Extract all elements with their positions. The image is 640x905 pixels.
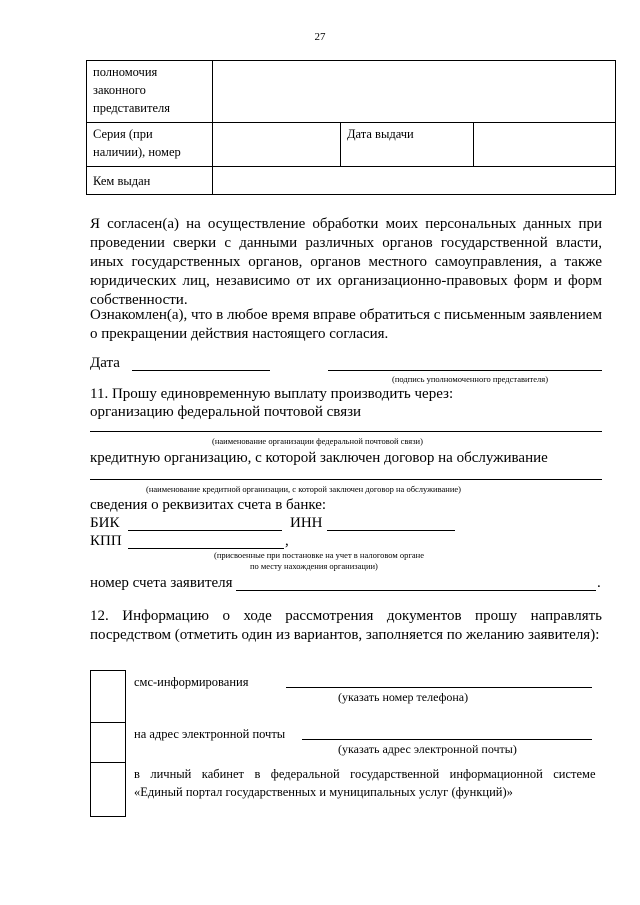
acknowledgement-text: Ознакомлен(а), что в любое время вправе обратиться с письменным заявлением о прекращении действия настоящего согласия. — [90, 307, 602, 342]
notification-options — [90, 670, 602, 817]
credit-option: кредитную организацию, с которой заключен договор на обслуживание — [90, 450, 548, 466]
inn-label: ИНН — [290, 515, 323, 531]
account-field[interactable] — [236, 590, 596, 591]
inn-field[interactable] — [327, 530, 455, 531]
gosuslugi-label: в личный кабинет в федеральной государственной информационной системе «Единый портал государственных и муниципальных услуг (функций)» — [134, 766, 596, 799]
section12-title: 12. Информацию о ходе рассмотрения документов прошу направлять посредством (отметить один из вариантов, заполняется по желанию заявителя): — [90, 608, 602, 643]
credit-org-caption: (наименование кредитной организации, с которой заключен договор на обслуживание) — [146, 484, 461, 494]
gosuslugi-option — [126, 763, 602, 817]
series-number-label: Серия (при наличии), номер — [87, 123, 213, 167]
post-org-field[interactable] — [90, 431, 602, 432]
sms-checkbox[interactable] — [91, 671, 126, 723]
bik-label: БИК — [90, 515, 120, 531]
kpp-caption-2: по месту нахождения организации) — [250, 561, 378, 571]
series-number-cell[interactable] — [213, 123, 341, 167]
authority-value-cell[interactable] — [213, 61, 616, 123]
signature-field[interactable] — [328, 370, 602, 371]
phone-caption: (указать номер телефона) — [338, 689, 469, 704]
post-option: организацию федеральной почтовой связи — [90, 404, 362, 420]
account-label: номер счета заявителя — [90, 575, 233, 591]
phone-field[interactable] — [286, 687, 592, 688]
gosuslugi-checkbox[interactable] — [91, 763, 126, 817]
issued-by-label: Кем выдан — [87, 167, 213, 195]
sms-label: смс-информирования — [134, 674, 249, 689]
credit-org-field[interactable] — [90, 479, 602, 480]
account-end: . — [597, 575, 601, 591]
email-option — [126, 723, 602, 763]
date-field[interactable] — [132, 370, 270, 371]
authority-label: полномочия законного представителя — [87, 61, 213, 123]
representative-table — [86, 60, 616, 195]
issued-by-cell[interactable] — [213, 167, 616, 195]
consent-text: Я согласен(а) на осуществление обработки моих персональных данных при проведении сверки с данными различных органов государственной власти, иных государственных органов, органов местного самоуправления, а также юридических лиц, независимо от их организационно-правовых форм и форм собственности. — [90, 216, 602, 308]
date-label: Дата — [90, 355, 120, 371]
bik-field[interactable] — [128, 530, 282, 531]
section11-title: 11. Прошу единовременную выплату производить через: — [90, 386, 454, 402]
sms-option — [126, 671, 602, 723]
post-org-caption: (наименование организации федеральной почтовой связи) — [212, 436, 423, 446]
kpp-caption-1: (присвоенные при постановке на учет в налоговом органе — [214, 550, 424, 560]
email-field[interactable] — [302, 739, 592, 740]
email-caption: (указать адрес электронной почты) — [338, 741, 517, 756]
signature-caption: (подпись уполномоченного представителя) — [392, 374, 549, 384]
kpp-suffix: , — [285, 533, 289, 549]
kpp-label: КПП — [90, 533, 122, 549]
email-checkbox[interactable] — [91, 723, 126, 763]
requisites-title: сведения о реквизитах счета в банке: — [90, 497, 327, 513]
issue-date-cell[interactable] — [474, 123, 616, 167]
email-label: на адрес электронной почты — [134, 726, 286, 741]
kpp-field[interactable] — [128, 548, 284, 549]
issue-date-label: Дата выдачи — [341, 123, 474, 167]
page-number: 27 — [314, 31, 326, 43]
